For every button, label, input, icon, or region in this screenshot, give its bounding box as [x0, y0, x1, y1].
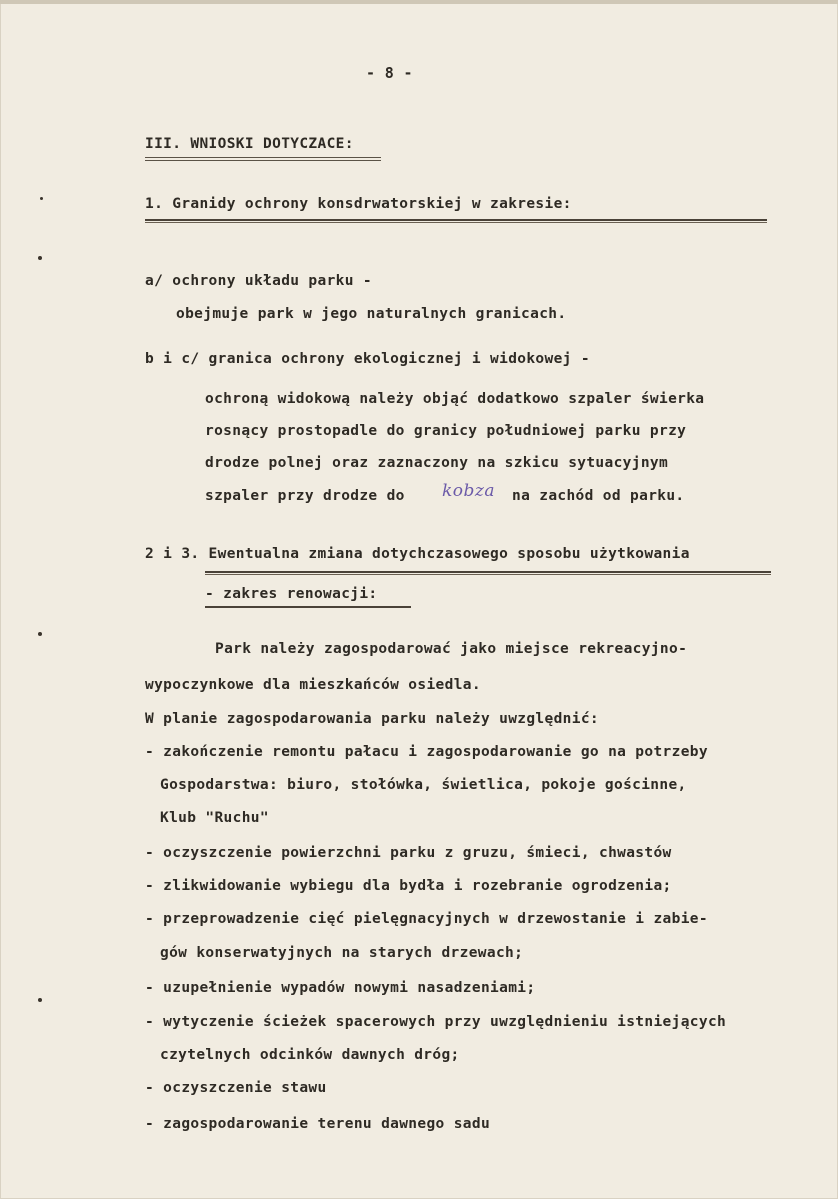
item-bc-line3: rosnący prostopadle do granicy południowej parku przy — [205, 423, 687, 439]
item1-heading-underline — [145, 219, 767, 223]
item1-heading: 1. Granidy ochrony konsdrwatorskiej w zakresie: — [145, 196, 572, 212]
item23-subheading-underline — [205, 606, 411, 608]
paragraph1-line1: Park należy zagospodarować jako miejsce rekreacyjno- — [215, 641, 688, 657]
item23-heading-line1: 2 i 3. Ewentualna zmiana dotychczasowego sposobu użytkowania — [145, 546, 690, 562]
item-bc-line1: b i c/ granica ochrony ekologicznej i widokowej - — [145, 351, 590, 367]
list-item: - zlikwidowanie wybiegu dla bydła i rozebranie ogrodzenia; — [145, 878, 672, 894]
list-item: czytelnych odcinków dawnych dróg; — [160, 1047, 460, 1063]
list-item: - oczyszczenie stawu — [145, 1080, 327, 1096]
item-bc-line5-start: szpaler przy drodze do — [205, 488, 405, 504]
section-title: III. WNIOSKI DOTYCZACE: — [145, 136, 354, 152]
page-number: - 8 - — [366, 64, 413, 82]
paragraph1-line2: wypoczynkowe dla mieszkańców osiedla. — [145, 677, 481, 693]
section-title-underline — [145, 157, 381, 161]
list-item: - oczyszczenie powierzchni parku z gruzu, śmieci, chwastów — [145, 845, 672, 861]
item23-heading-line2: - zakres renowacji: — [205, 586, 378, 602]
margin-mark — [38, 256, 42, 260]
item-bc-line2: ochroną widokową należy objąć dodatkowo szpaler świerka — [205, 391, 705, 407]
item-bc-line4: drodze polnej oraz zaznaczony na szkicu sytuacyjnym — [205, 455, 669, 471]
list-item: - zakończenie remontu pałacu i zagospodarowanie go na potrzeby — [145, 744, 708, 760]
page-top-edge — [0, 0, 838, 4]
margin-mark — [40, 197, 43, 200]
item-bc-line5-end: na zachód od parku. — [512, 488, 685, 504]
handwritten-place-name: kobza — [442, 481, 496, 501]
list-item: gów konserwatyjnych na starych drzewach; — [160, 945, 524, 961]
item-a-line1: a/ ochrony układu parku - — [145, 273, 372, 289]
list-item: - przeprowadzenie cięć pielęgnacyjnych w drzewostanie i zabie- — [145, 911, 708, 927]
list-item: Klub "Ruchu" — [160, 810, 269, 826]
paragraph2: W planie zagospodarowania parku należy uwzględnić: — [145, 711, 599, 727]
item23-heading-underline — [205, 571, 771, 575]
list-item: - zagospodarowanie terenu dawnego sadu — [145, 1116, 491, 1132]
list-item: - uzupełnienie wypadów nowymi nasadzeniami; — [145, 980, 536, 996]
margin-mark — [38, 632, 42, 636]
margin-mark — [38, 998, 42, 1002]
item-a-line2: obejmuje park w jego naturalnych granicach. — [176, 306, 567, 322]
list-item: Gospodarstwa: biuro, stołówka, świetlica, pokoje gościnne, — [160, 777, 687, 793]
list-item: - wytyczenie ścieżek spacerowych przy uwzględnieniu istniejących — [145, 1014, 727, 1030]
